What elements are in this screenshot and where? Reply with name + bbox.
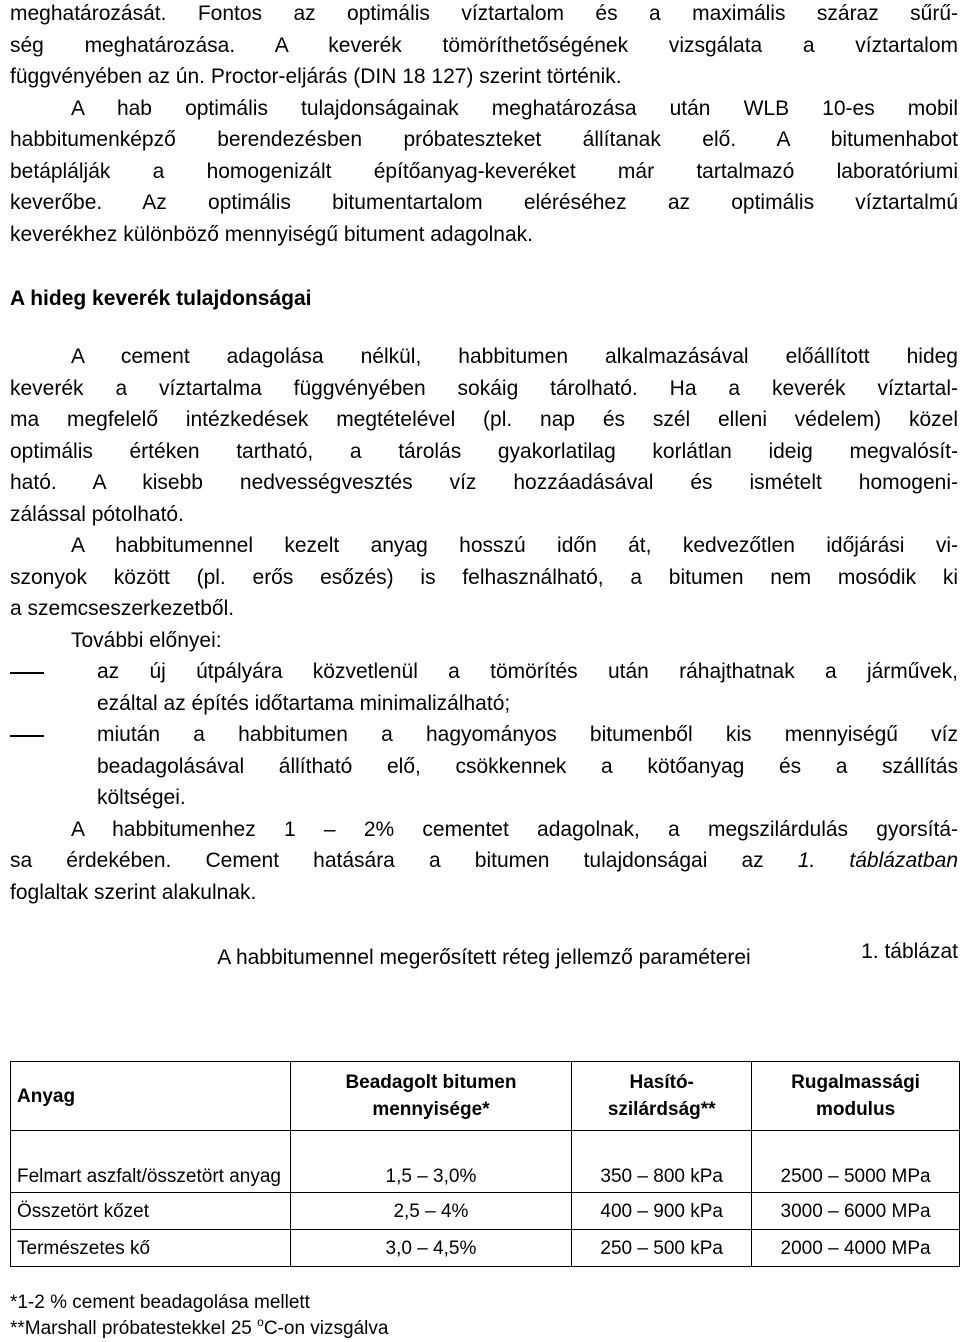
text-line: A cement adagolása nélkül, habbitumen alkalmazásával előállított hideg: [71, 345, 958, 368]
text-run: sa érdekében. Cement hatására a bitumen tulajdonságai az: [10, 849, 798, 872]
text-line: keverőbe. Az optimális bitumentartalom eléréséhez az optimális víztartalmú: [10, 191, 958, 214]
footnote-text: C-on vizsgálva: [263, 1318, 389, 1339]
table-cell-material: Természetes kő: [11, 1230, 291, 1267]
degree-mark: o: [257, 1315, 264, 1329]
text-line: költségei.: [97, 786, 186, 809]
list-item: [10, 719, 958, 814]
text-line: A hab optimális tulajdonságainak meghatározása után WLB 10-es mobil: [71, 96, 958, 120]
table-row: [11, 1230, 960, 1267]
column-header: Anyag: [11, 1062, 291, 1131]
text-line: ség meghatározása. A keverék tömöríthetőségének vizsgálata a víztartalom: [10, 33, 958, 57]
footnote: *1-2 % cement beadagolása mellett: [10, 1292, 310, 1313]
footnote: [10, 1316, 388, 1342]
text-line: optimális értéken tartható, a tárolás gyakorlatilag korlátlan ideig megvalósít-: [10, 439, 958, 463]
text-line: szonyok között (pl. erős esőzés) is felhasználható, a bitumen nem mosódik ki: [10, 565, 958, 589]
text-line: A habbitumenhez 1 – 2% cementet adagolnak, a megszilárdulás gyorsítá-: [71, 817, 958, 841]
text-line: ma megfelelő intézkedések megtételével (pl. nap és szél elleni védelem) közel: [10, 408, 958, 431]
table-cell-material: Összetört kőzet: [11, 1193, 291, 1230]
table-cell-strength: 350 – 800 kPa: [572, 1131, 752, 1193]
paragraph-proctor: [10, 0, 958, 250]
text-line: ezáltal az építés időtartama minimalizálható;: [97, 691, 511, 715]
table-row: [11, 1193, 960, 1230]
column-header: Beadagolt bitumen mennyisége*: [290, 1062, 572, 1131]
table-cell-material: Felmart aszfalt/összetört anyag: [11, 1131, 291, 1193]
text-line: meghatározását. Fontos az optimális víztartalom és a maximális száraz sűrű-: [10, 2, 958, 25]
text-line: keverékhez különböző mennyiségű bitument adagolnak.: [10, 222, 534, 246]
footnote-text: **Marshall próbatestekkel 25: [10, 1318, 258, 1339]
parameters-table: [10, 1061, 960, 1267]
text-line: az új útpályára közvetlenül a tömörítés után ráhajthatnak a járművek,: [97, 660, 958, 683]
text-line: betáplálják a homogenizált építőanyag-keveréket már tartalmazó laboratóriumi: [10, 159, 958, 183]
text-line: foglaltak szerint alakulnak.: [10, 880, 257, 904]
text-line: [10, 845, 958, 877]
column-header: Hasító-szilárdság**: [572, 1062, 752, 1131]
table-reference: 1. táblázatban: [797, 849, 958, 872]
table-cell-bitumen: 1,5 – 3,0%: [290, 1131, 572, 1193]
table-cell-modulus: 2500 – 5000 MPa: [752, 1131, 960, 1193]
table-cell-bitumen: 3,0 – 4,5%: [290, 1230, 572, 1267]
paragraph-storage: [10, 341, 958, 908]
dash-bullet-icon: [10, 656, 97, 674]
text-line: a szemcseszerkezetből.: [10, 597, 235, 620]
dash-bullet-icon: [10, 719, 97, 737]
table-cell-strength: 250 – 500 kPa: [572, 1230, 752, 1267]
table-cell-strength: 400 – 900 kPa: [572, 1193, 752, 1230]
text-line: beadagolásával állítható elő, csökkennek a kötőanyag és a szállítás: [97, 754, 958, 778]
table-cell-bitumen: 2,5 – 4%: [290, 1193, 572, 1230]
text-line: keverék a víztartalma függvényében sokáig tárolható. Ha a keverék víztartal-: [10, 376, 958, 400]
text-line: zálással pótolható.: [10, 502, 184, 526]
table-cell-modulus: 2000 – 4000 MPa: [752, 1230, 960, 1267]
advantages-label: További előnyei:: [71, 628, 222, 652]
list-item: [10, 656, 958, 719]
section-heading: A hideg keverék tulajdonságai: [10, 287, 312, 310]
text-line: ható. A kisebb nedvességvesztés víz hozzáadásával és ismételt homogeni-: [10, 471, 958, 494]
table-title: [10, 942, 958, 974]
text-line: A habbitumennel kezelt anyag hosszú időn át, kedvezőtlen időjárási vi-: [71, 534, 958, 557]
table-cell-modulus: 3000 – 6000 MPa: [752, 1193, 960, 1230]
text-line: miután a habbitumen a hagyományos bitumenből kis mennyiségű víz: [97, 723, 958, 746]
text-line: habbitumenképző berendezésben próbateszteket állítanak elő. A bitumenhabot: [10, 128, 958, 151]
column-header: Rugalmassági modulus: [752, 1062, 960, 1131]
table-number: 1. táblázat: [861, 940, 958, 963]
text-line: függvényében az ún. Proctor-eljárás (DIN 18 127) szerint történik.: [10, 65, 622, 88]
table-title-text: A habbitumennel megerősített réteg jellemző paraméterei: [217, 946, 751, 969]
table-header-row: [11, 1062, 960, 1131]
table-row: [11, 1131, 960, 1193]
